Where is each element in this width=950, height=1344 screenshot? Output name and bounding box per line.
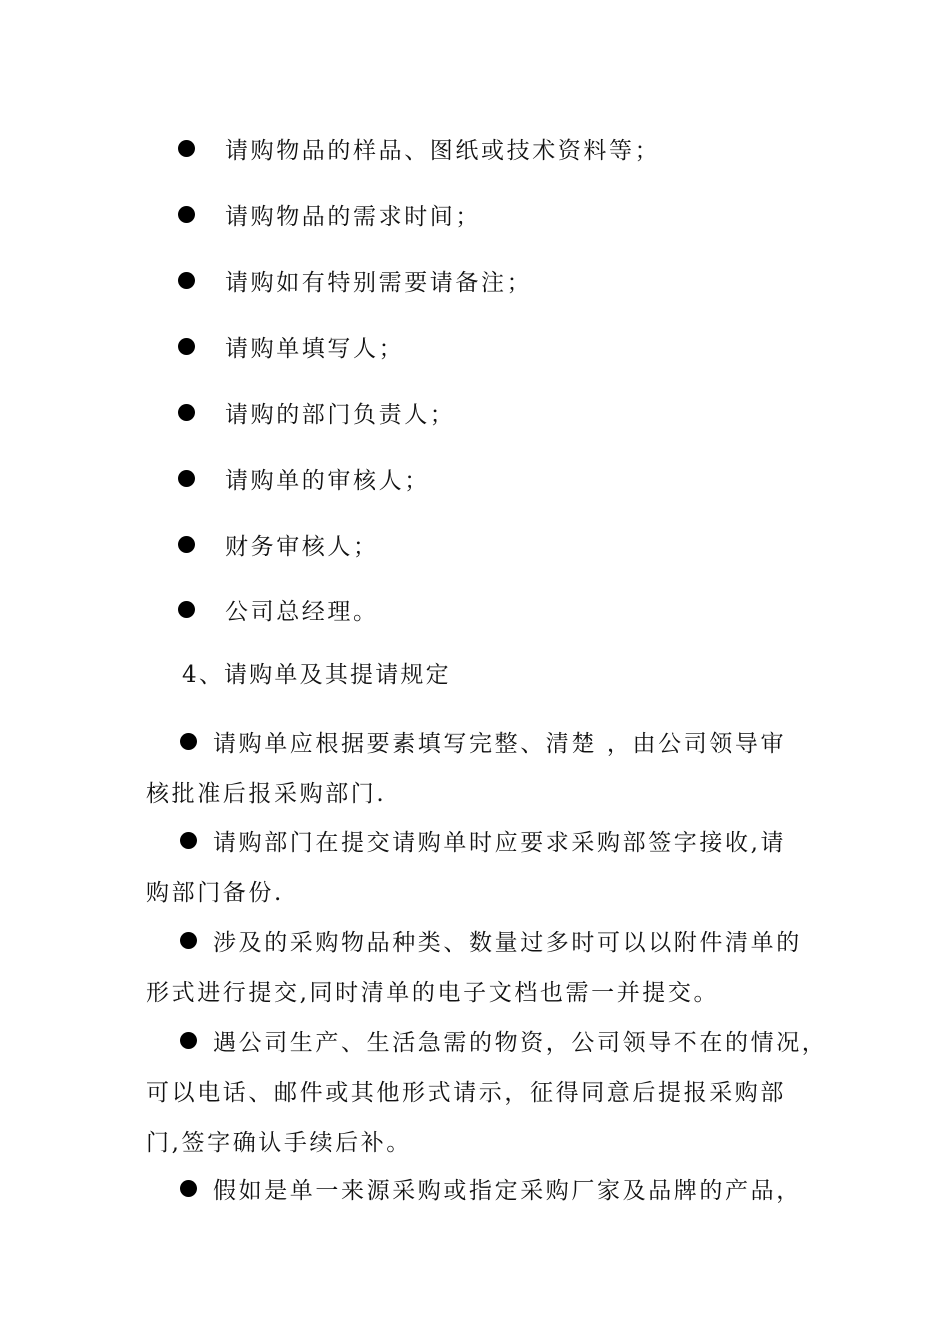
section-heading: 4、请购单及其提请规定 [182,662,451,688]
paragraph-text: 假如是单一来源采购或指定采购厂家及品牌的产品， [213,1177,802,1204]
bullet-icon [178,601,195,618]
paragraph-line [146,766,826,816]
paragraph-line [146,1163,826,1213]
rule-paragraph [146,1163,826,1213]
bullet-icon [178,470,195,487]
list-item-text: 请购物品的样品、图纸或技术资料等； [225,137,661,164]
paragraph-line [146,1065,826,1115]
bullet-icon [178,206,195,223]
paragraph-text: 请购单应根据要素填写完整、清楚 ，由公司领导审 [213,730,787,757]
paragraph-text: 遇公司生产、生活急需的物资，公司领导不在的情况， [213,1029,828,1056]
paragraph-text: 请购部门在提交请购单时应要求采购部签字接收,请 [213,829,787,856]
list-item [178,329,404,363]
paragraph-line [146,965,826,1015]
bullet-icon [180,932,197,949]
bullet-icon [178,140,195,157]
paragraph-line [146,1115,826,1165]
list-item-text: 请购的部门负责人； [225,401,456,428]
rule-paragraph [146,1015,826,1165]
list-item [178,527,379,561]
paragraph-text: 门,签字确认手续后补。 [146,1129,412,1156]
list-item [178,197,481,231]
bullet-icon [180,1032,197,1049]
paragraph-line [146,865,826,915]
list-item-text: 财务审核人； [225,533,379,560]
paragraph-text: 形式进行提交,同时清单的电子文档也需一并提交。 [146,979,720,1006]
paragraph-text: 核批准后报采购部门. [146,780,387,807]
list-item [178,461,430,495]
paragraph-text: 涉及的采购物品种类、数量过多时可以以附件清单的 [213,929,802,956]
rule-paragraph [146,915,826,1015]
paragraph-text: 可以电话、邮件或其他形式请示，征得同意后提报采购部 [146,1079,786,1106]
paragraph-line [146,1015,826,1065]
bullet-icon [178,272,195,289]
bullet-icon [178,338,195,355]
paragraph-line [146,716,826,766]
list-item-text: 请购物品的需求时间； [225,203,481,230]
rule-paragraph [146,716,826,816]
paragraph-text: 购部门备份. [146,879,284,906]
bullet-icon [178,404,195,421]
bullet-icon [180,1180,197,1197]
paragraph-line [146,915,826,965]
list-item-text: 公司总经理。 [225,598,379,625]
list-item-text: 请购如有特别需要请备注； [225,269,533,296]
list-item [178,263,532,297]
list-item-text: 请购单的审核人； [225,467,430,494]
rule-paragraph [146,815,826,915]
list-item [178,131,660,165]
bullet-icon [180,733,197,750]
paragraph-line [146,815,826,865]
list-item [178,592,379,626]
bullet-icon [178,536,195,553]
list-item-text: 请购单填写人； [225,335,405,362]
bullet-icon [180,832,197,849]
list-item [178,395,455,429]
